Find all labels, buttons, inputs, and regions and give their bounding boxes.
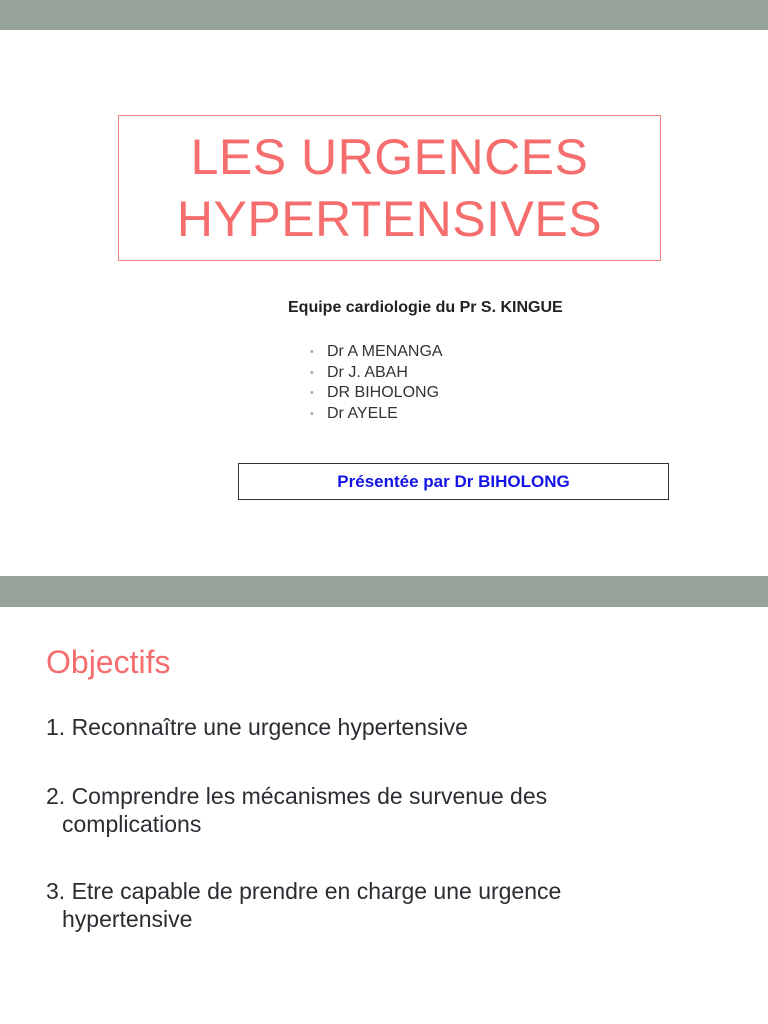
objective-text-continuation: complications bbox=[62, 811, 202, 837]
slide-title-line-1: LES URGENCES bbox=[190, 129, 589, 185]
team-member bbox=[310, 404, 443, 425]
slide-title-line-2: HYPERTENSIVES bbox=[176, 191, 603, 247]
presenter-text: Présentée par Dr BIHOLONG bbox=[337, 471, 570, 491]
slide-divider-band bbox=[0, 576, 768, 607]
objective-item bbox=[46, 713, 746, 741]
objective-text-continuation: hypertensive bbox=[62, 906, 193, 932]
bullet-icon: • bbox=[310, 346, 314, 358]
objective-text: 3. Etre capable de prendre en charge une urgence bbox=[46, 878, 562, 904]
team-member-name: Dr J. ABAH bbox=[327, 363, 408, 381]
team-member-name: DR BIHOLONG bbox=[327, 384, 440, 401]
objective-item bbox=[46, 782, 746, 838]
team-member-name: Dr A MENANGA bbox=[327, 343, 443, 360]
bullet-icon: • bbox=[310, 387, 314, 399]
objective-text: 2. Comprendre les mécanismes de survenue des bbox=[46, 783, 548, 809]
team-member bbox=[310, 342, 443, 363]
presenter-box bbox=[238, 463, 669, 500]
bullet-icon: • bbox=[310, 366, 314, 379]
objective-item bbox=[46, 877, 746, 933]
objective-text: 1. Reconnaître une urgence hypertensive bbox=[46, 714, 468, 740]
team-list bbox=[310, 342, 443, 424]
team-member bbox=[310, 363, 443, 384]
team-member-name: Dr AYELE bbox=[327, 404, 398, 422]
bullet-icon: • bbox=[310, 407, 314, 420]
objectives-heading: Objectifs bbox=[46, 644, 171, 680]
team-title: Equipe cardiologie du Pr S. KINGUE bbox=[288, 299, 563, 316]
title-box bbox=[118, 115, 661, 261]
team-member bbox=[310, 383, 443, 404]
top-divider-band bbox=[0, 0, 768, 30]
